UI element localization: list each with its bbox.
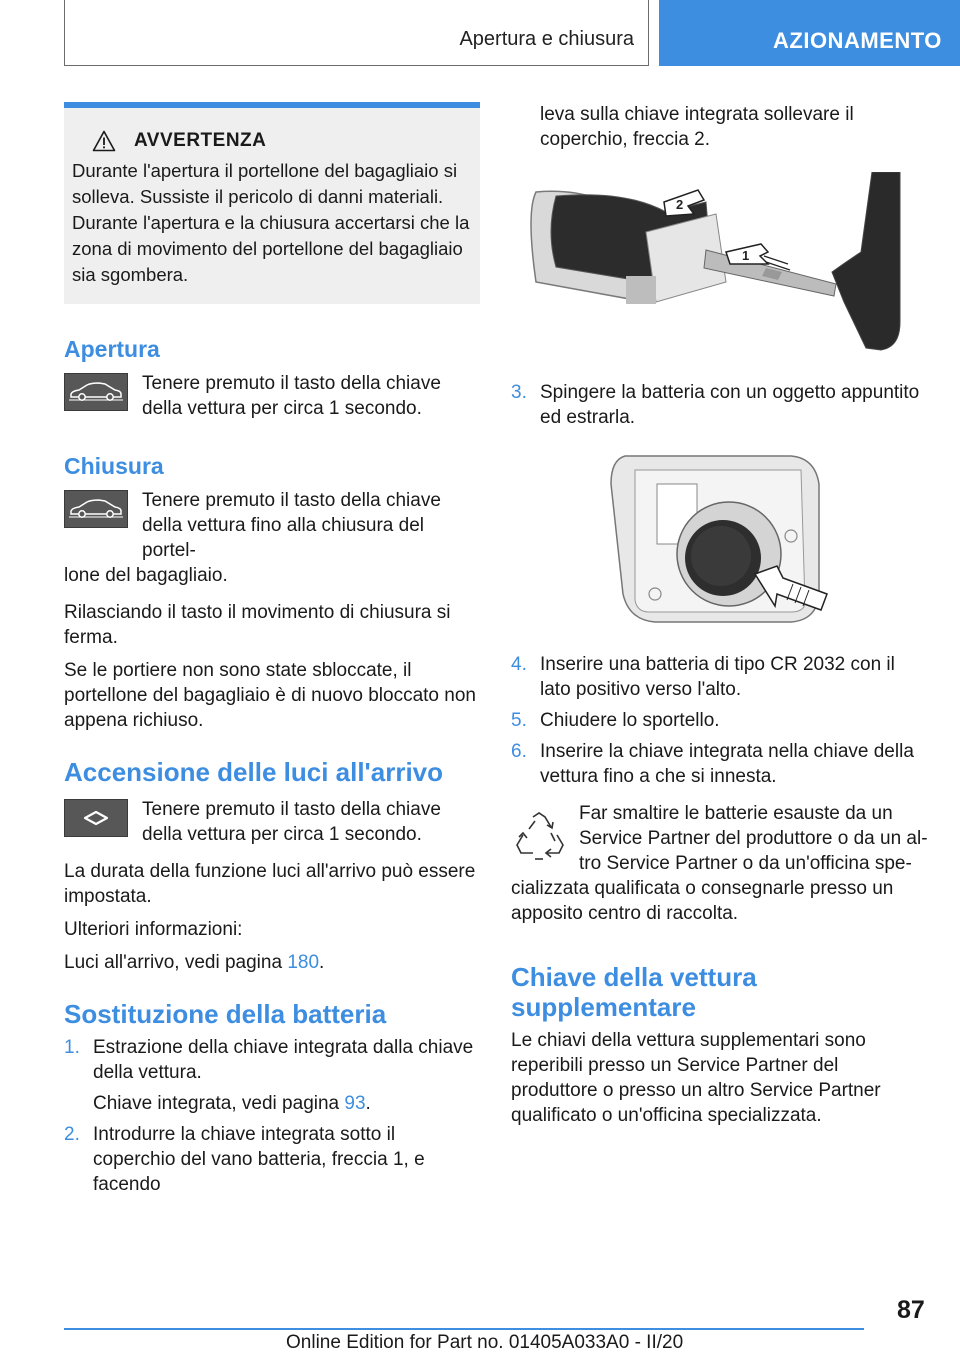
key-fob-lid-illustration <box>516 172 924 362</box>
chiusura-cont: lone del bagagliaio. <box>64 565 228 586</box>
list-item: 4. Inserire una batteria di tipo CR 2032 con il lato positivo verso l'alto. <box>511 654 895 700</box>
unlock-key-button-image <box>64 799 128 837</box>
recycle-line-1: Far smaltire le batterie esauste da un <box>579 803 893 824</box>
chiusura-paragraph-2: Se le portiere non sono state sbloccate, il portellone del bagagliaio è di nuovo bloccato non appena richiuso. <box>64 660 476 731</box>
footer-edition: Online Edition for Part no. 01405A033A0 - II/20 <box>286 1332 684 1353</box>
chiusura-line-1: Tenere premuto il tasto della chiave <box>142 490 441 511</box>
trunk-key-button-image <box>64 373 128 411</box>
apertura-line-2: della vettura per circa 1 secondo. <box>142 398 422 419</box>
recycle-icon <box>511 809 567 865</box>
battery-steps-right <box>511 380 929 430</box>
recycle-line-2: Service Partner del produttore o da un al- <box>579 828 928 849</box>
supplementare-text: Le chiavi della vettura supplementari sono reperibili presso un Service Partner del produttore o presso un altro Service Partner qualificato o un'officina specializzata. <box>511 1030 881 1126</box>
key-fob-illustration-1 <box>511 172 929 362</box>
heading-supplementare: Chiave della vettura supplementare <box>511 962 757 1022</box>
page-number: 87 <box>897 1296 925 1324</box>
recycle-continuation: cializzata qualificata o consegnarle presso un apposito centro di raccolta. <box>511 878 894 924</box>
warning-header <box>92 130 470 152</box>
step-1-reference: Chiave integrata, vedi pagina 93. <box>93 1093 371 1114</box>
list-item: 1. Estrazione della chiave integrata dalla chiave della vettura. <box>64 1037 474 1083</box>
battery-steps-right-2 <box>511 652 929 789</box>
chapter-tab: AZIONAMENTO <box>659 0 960 66</box>
warning-box <box>64 102 480 304</box>
luci-paragraph-3: Luci all'arrivo, vedi pagina 180. <box>64 952 325 973</box>
chiusura-line-2: della vettura fino alla chiusura del portel- <box>142 515 425 561</box>
battery-steps-left <box>64 1035 480 1197</box>
warning-text: Durante l'apertura il portellone del bagagliaio si solleva. Sussiste il pericolo di danni materiali. Durante l'apertura e la chiusura accertarsi che la zona di movimento del portellone del bagagliaio sia sgombera. <box>72 160 470 285</box>
heading-apertura: Apertura <box>64 336 160 362</box>
list-item: 6. Inserire la chiave integrata nella chiave della vettura fino a che si innesta. <box>511 741 914 787</box>
luci-line-1: Tenere premuto il tasto della chiave <box>142 799 441 820</box>
key-fob-illustration-2 <box>511 444 929 634</box>
luci-paragraph-2: Ulteriori informazioni: <box>64 919 243 940</box>
battery-removal-illustration <box>605 444 835 634</box>
list-item: 2. Introdurre la chiave integrata sotto il coperchio del vano batteria, freccia 1, e facendo <box>64 1124 425 1195</box>
right-column <box>511 102 929 1128</box>
heading-chiusura: Chiusura <box>64 453 164 479</box>
section-title: Apertura e chiusura <box>459 28 634 50</box>
luci-key-row <box>64 797 480 847</box>
recycle-note <box>511 801 929 876</box>
svg-text:2: 2 <box>676 197 684 212</box>
left-column <box>64 102 480 1203</box>
heading-luci: Accensione delle luci all'arrivo <box>64 757 444 787</box>
apertura-line-1: Tenere premuto il tasto della chiave <box>142 373 441 394</box>
chiusura-key-row <box>64 488 480 563</box>
luci-paragraph-1: La durata della funzione luci all'arrivo può essere impostata. <box>64 861 476 907</box>
svg-text:1: 1 <box>742 248 750 263</box>
list-item: 3. Spingere la batteria con un oggetto appuntito ed estrarla. <box>511 382 920 428</box>
luci-line-2: della vettura per circa 1 secondo. <box>142 824 422 845</box>
page-link-180[interactable]: 180 <box>287 952 320 973</box>
car-trunk-icon <box>69 380 123 404</box>
warning-title: AVVERTENZA <box>134 130 267 151</box>
header-section-box <box>64 0 649 66</box>
chiusura-paragraph-1: Rilasciando il tasto il movimento di chiusura si ferma. <box>64 602 451 648</box>
recycle-line-3: tro Service Partner o da un'officina spe- <box>579 853 912 874</box>
heading-batteria: Sostituzione della batteria <box>64 999 387 1029</box>
trunk-key-button-image <box>64 490 128 528</box>
page-link-93[interactable]: 93 <box>344 1093 366 1114</box>
step-2-continuation: leva sulla chiave integrata sollevare il coperchio, freccia 2. <box>540 104 854 150</box>
warning-triangle-icon <box>92 130 116 152</box>
footer-divider <box>64 1328 864 1330</box>
apertura-key-row <box>64 371 480 421</box>
list-item: 5. Chiudere lo sportello. <box>511 710 720 731</box>
car-trunk-icon <box>69 497 123 521</box>
diamond-icon <box>76 808 116 828</box>
